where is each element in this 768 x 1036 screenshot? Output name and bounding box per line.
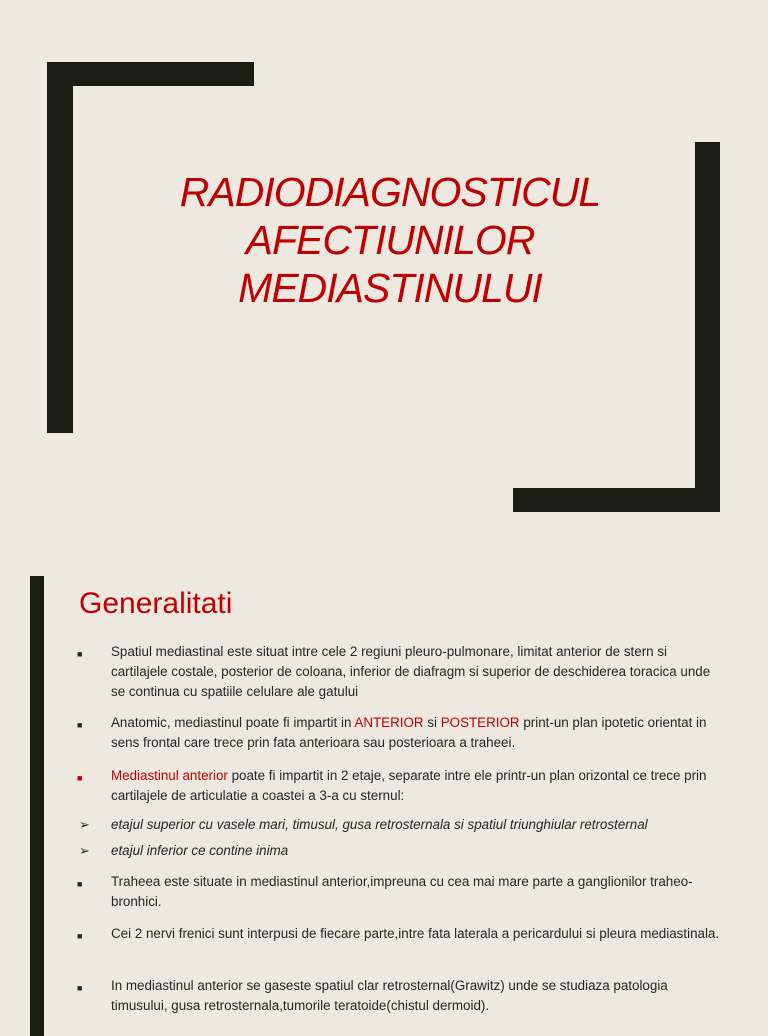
bullet-text: Cei 2 nervi frenici sunt interpusi de fiecare parte,intre fata laterala a pericardului si pleura mediastinala.	[111, 926, 720, 941]
accent-side-bar	[30, 576, 44, 1036]
posterior-highlight: POSTERIOR	[440, 715, 520, 730]
arrow-bullet-icon: ➢	[79, 817, 90, 832]
bullet-text: Spatiul mediastinal este situat intre cele 2 regiuni pleuro-pulmonare, limitat anterior de stern si cartilajele costale, posterior de coloana, inferior de diafragm si superior de deschiderea toracica unde se continua cu spatiile celulare ale gatului	[111, 644, 711, 699]
square-bullet-icon: ■	[77, 720, 83, 730]
square-bullet-icon: ■	[77, 773, 83, 783]
anterior-highlight: ANTERIOR	[354, 715, 424, 730]
bullet-text: etajul inferior ce contine inima	[111, 843, 289, 858]
square-bullet-icon: ■	[77, 983, 83, 993]
title-line-2: AFECTIUNILOR	[245, 217, 535, 263]
arrow-bullet-icon: ➢	[79, 843, 90, 858]
bullet-text	[111, 766, 721, 806]
content-slide	[0, 545, 768, 1024]
square-bullet-icon: ■	[77, 931, 83, 941]
slide-title	[120, 168, 660, 312]
bullet-text-part: si	[423, 715, 441, 730]
square-bullet-icon: ■	[77, 879, 83, 889]
title-line-3: MEDIASTINULUI	[238, 265, 542, 311]
corner-bracket-bottom-right-horizontal	[513, 488, 720, 512]
mediastinul-anterior-highlight: Mediastinul anterior	[111, 768, 228, 783]
bullet-text: In mediastinul anterior se gaseste spatiul clar retrosternal(Grawitz) unde se studiaza patologia timusului, gusa retrosternala,tumorile teratoide(chistul dermoid).	[111, 978, 668, 1013]
bullet-text-part: print-un plan ipotetic orientat in sens frontal care trece prin fata anterioara sau posterioara a traheei.	[111, 715, 707, 750]
corner-bracket-top-left-vertical	[47, 62, 73, 433]
slide-heading: Generalitati	[79, 587, 233, 620]
bullet-text-part: Anatomic, mediastinul poate fi impartit in	[111, 715, 355, 730]
bullet-text-part: poate fi impartit in 2 etaje, separate intre ele printr-un plan orizontal ce trece prin cartilajele de articulatie a coastei a 3-a cu sternul:	[111, 768, 707, 803]
bullet-text	[111, 713, 721, 753]
corner-bracket-top-left-horizontal	[47, 62, 254, 86]
title-line-1: RADIODIAGNOSTICUL	[179, 169, 601, 215]
corner-bracket-bottom-right-vertical	[695, 142, 720, 512]
bullet-text: etajul superior cu vasele mari, timusul, gusa retrosternala si spatiul triunghiular retrosternal	[111, 817, 648, 832]
square-bullet-icon: ■	[77, 649, 83, 659]
bullet-text: Traheea este situate in mediastinul anterior,impreuna cu cea mai mare parte a ganglionilor traheo-bronhici.	[111, 874, 693, 909]
